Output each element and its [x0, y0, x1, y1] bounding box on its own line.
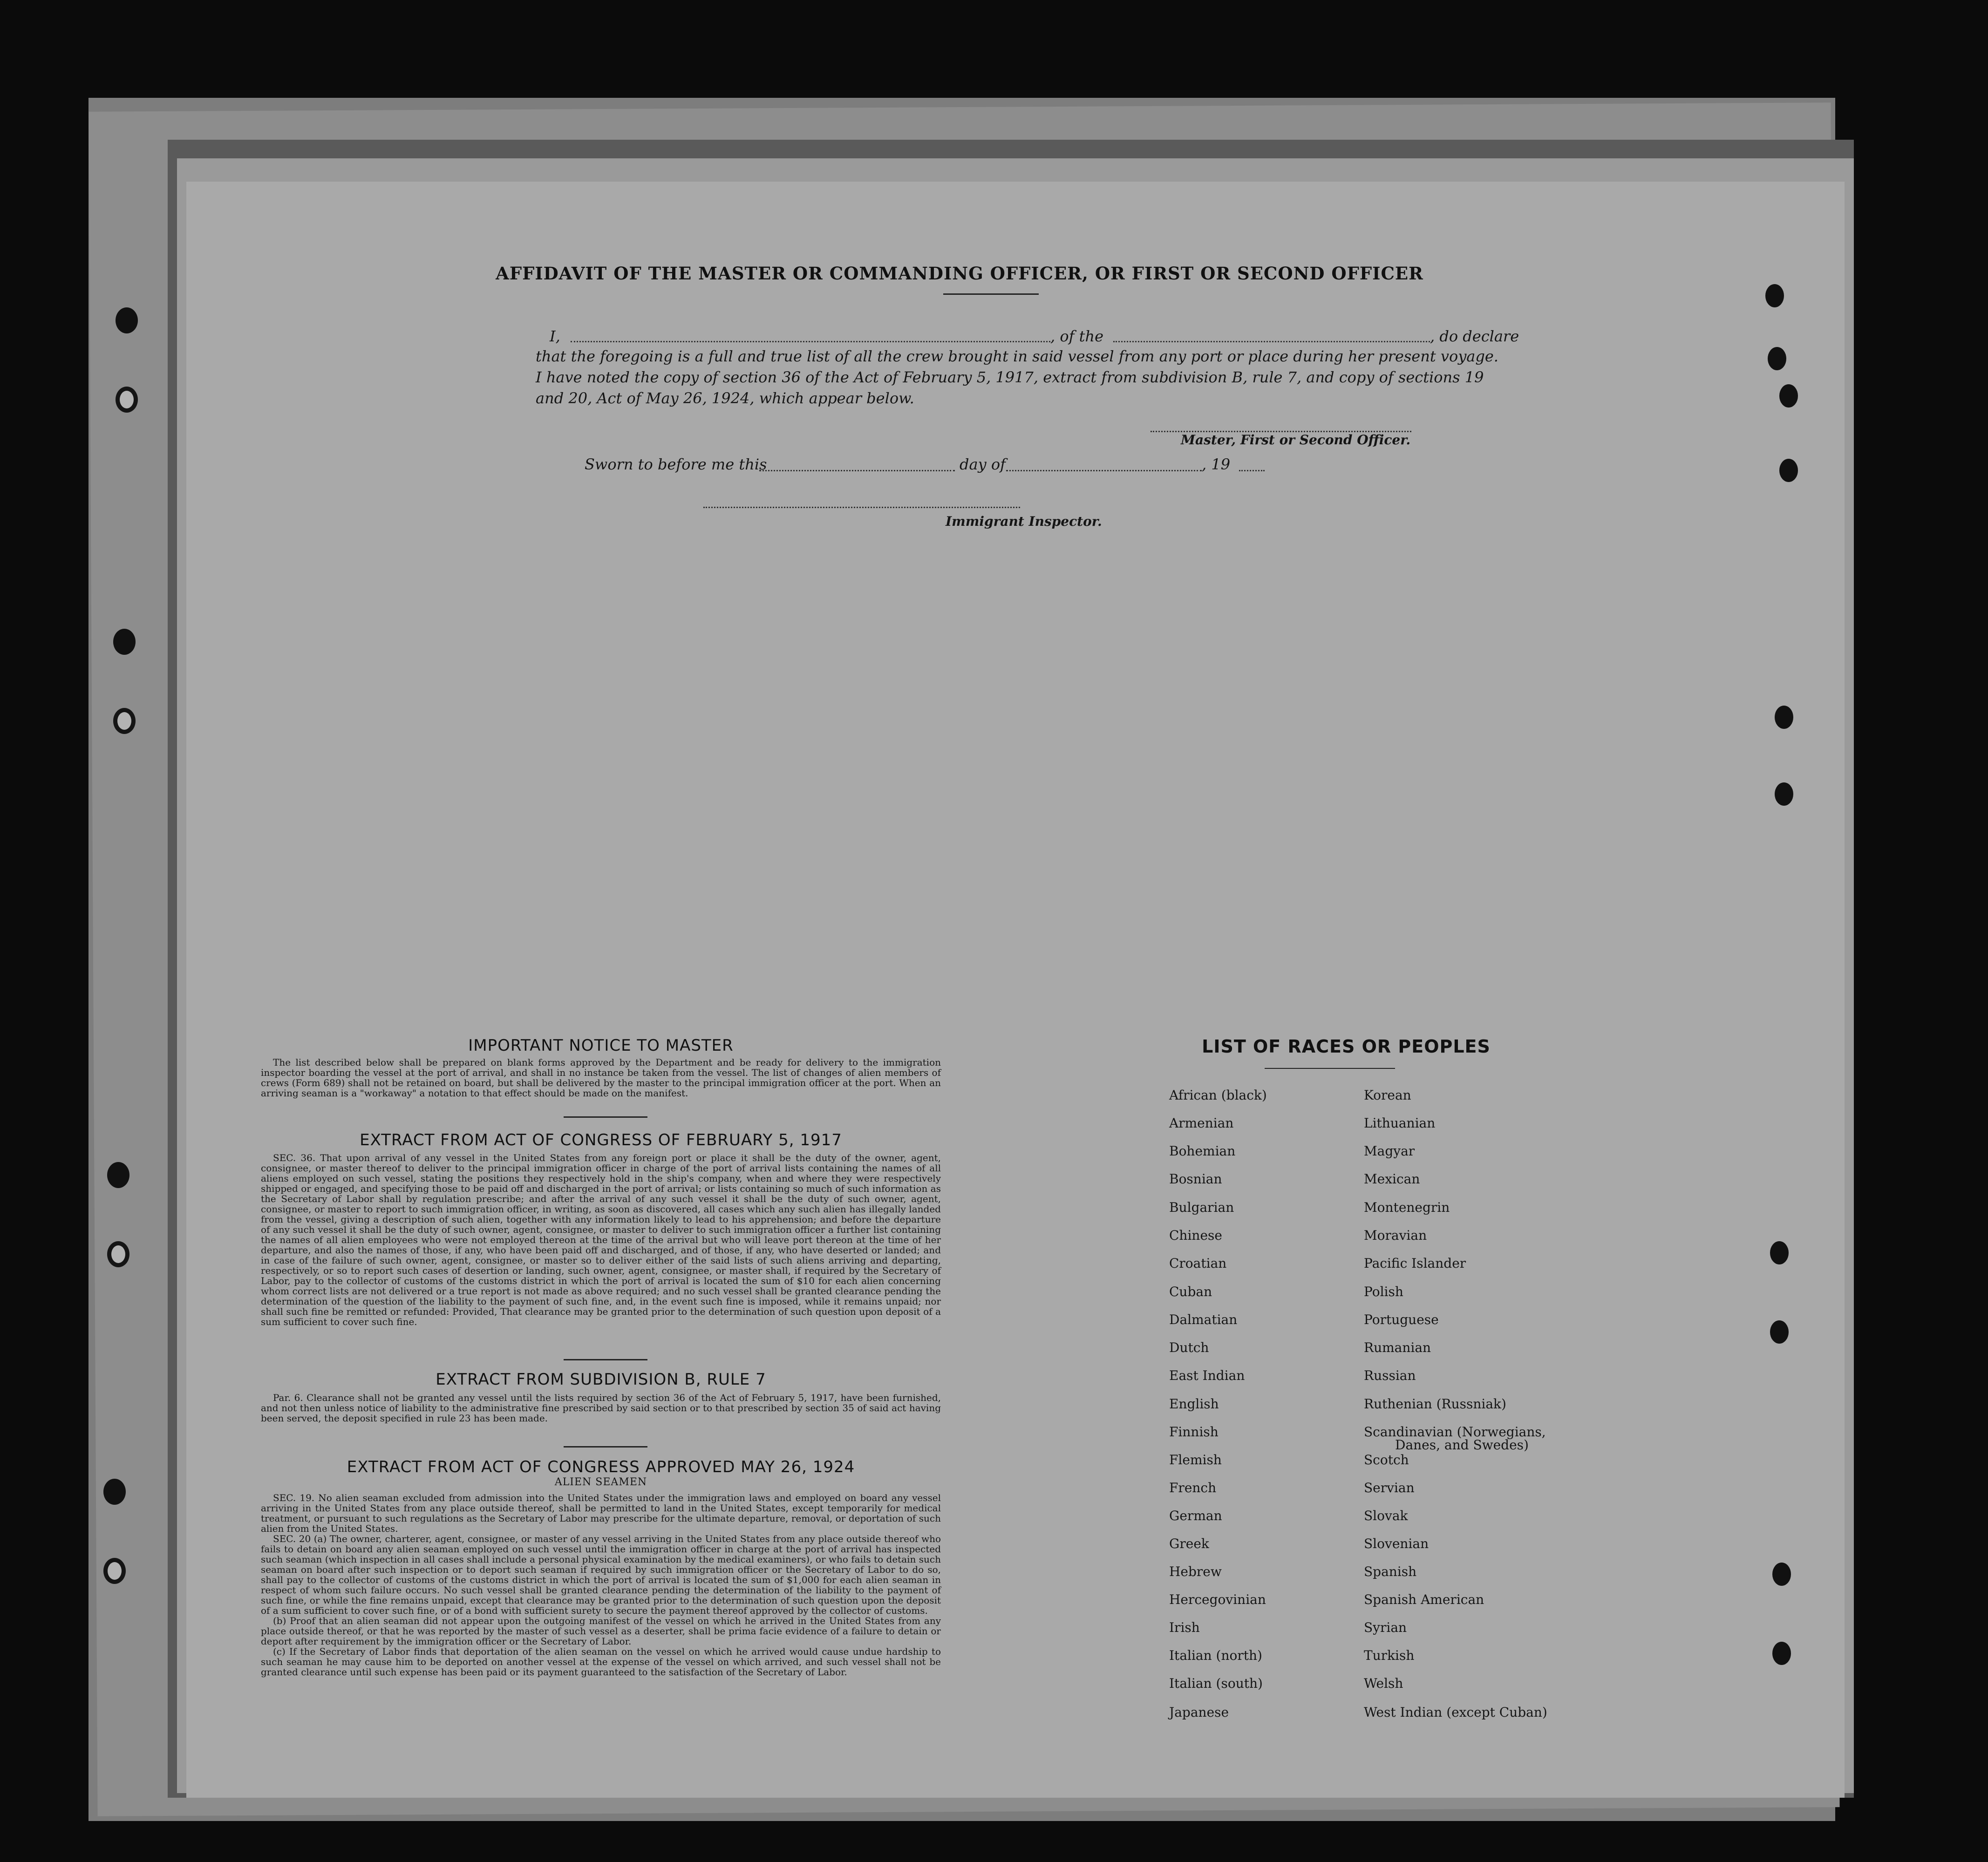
race-item: Rumanian — [1364, 1340, 1431, 1355]
race-item: Scandinavian (Norwegians, — [1364, 1424, 1546, 1440]
race-item: Scotch — [1364, 1452, 1409, 1468]
race-item: Croatian — [1169, 1256, 1227, 1271]
race-item: Hebrew — [1169, 1564, 1222, 1579]
punch-hole — [1772, 1563, 1791, 1586]
race-item: Slovak — [1364, 1508, 1408, 1523]
sworn-month-blank[interactable] — [1006, 470, 1202, 471]
race-item: Chinese — [1169, 1228, 1222, 1243]
race-item: Irish — [1169, 1620, 1200, 1635]
punch-hole — [113, 629, 136, 655]
punch-hole — [116, 387, 138, 413]
race-item: Turkish — [1364, 1648, 1415, 1663]
race-item: French — [1169, 1480, 1217, 1495]
race-item: Finnish — [1169, 1424, 1219, 1440]
affidavit-line-3: I have noted the copy of section 36 of the Act of February 5, 1917, extract from subdivision B, rule 7, and copy of sections 19 — [536, 368, 1484, 386]
sworn-day-blank[interactable] — [759, 470, 955, 471]
punch-hole — [103, 1479, 126, 1505]
race-item: Mexican — [1364, 1171, 1420, 1187]
rule7-paragraph: Par. 6. Clearance shall not be granted any vessel until the lists required by section 36 of the Act of February 5, 1917, have been furnished, and not then unless notice of liability to the administrative fine prescribed by said section or to that prescribed by section 35 of said act having been served, the deposit specified in rule 23 has been made. — [261, 1392, 941, 1424]
punch-hole — [1770, 1241, 1789, 1264]
punch-hole — [1768, 347, 1786, 370]
sec20c-paragraph: (c) If the Secretary of Labor finds that deportation of the alien seaman on the vessel on which he arrived would cause undue hardship to such seaman he may cause him to be deported on another vessel at the expense of the vessel on which arrived, and such vessel shall not be granted clearance until such expense has been paid or its payment guaranteed to the satisfaction of the Secretary of Labor. — [261, 1646, 941, 1678]
vessel-blank[interactable] — [1113, 341, 1430, 342]
extract-1924-heading: EXTRACT FROM ACT OF CONGRESS APPROVED MAY 26, 1924 — [347, 1458, 855, 1476]
race-item: Hercegovinian — [1169, 1592, 1266, 1607]
rule7-text — [261, 1393, 941, 1423]
race-item: African (black) — [1169, 1087, 1267, 1103]
punch-hole — [1775, 782, 1793, 806]
affidavit-line-2: that the foregoing is a full and true list of all the crew brought in said vessel from any port or place during her present voyage. — [536, 347, 1498, 365]
race-item: Bulgarian — [1169, 1200, 1234, 1215]
extract-1917-paragraph: SEC. 36. That upon arrival of any vessel in the United States from any foreign port or place it shall be the duty of the owner, agent, consignee, or master thereof to deliver to the principal immigration officer in charge of the port of arrival lists containing the names of all aliens employed on such vessel, stating the positions they respectively hold in the ship's company, when and where they were respectively shipped or engaged, and specifying those to be paid off and discharged in the port of arrival; or lists containing so much of such information as the Secretary of Labor shall by regulation prescribe; and after the arrival of any such vessel it shall be the duty of such owner, agent, consignee, or master to report to such immigration officer, in writing, as soon as discovered, all cases which any such alien has illegally landed from the vessel, giving a description of such alien, together with any information likely to lead to his apprehension; and before the departure of any such vessel it shall be the duty of such owner, agent, consignee, or master to deliver to such immigration officer a further list containing the names of all alien employees who were not employed thereon at the time of the arrival but who will leave port thereon at the time of her departure, and also the names of those, if any, who have been paid off and discharged, and of those, if any, who have deserted or landed; and in case of the failure of such owner, agent, consignee, or master so to deliver either of the said lists of such aliens arriving and departing, respectively, or so to report such cases of desertion or landing, such owner, agent, consignee, or master shall, if required by the Secretary of Labor, pay to the collector of customs of the customs district in which the port of arrival is located the sum of $10 for each alien concerning whom correct lists are not delivered or a true report is not made as above required; and no such vessel shall be granted clearance pending the determination of the question of the liability to the payment of such fine, and, in the event such fine is imposed, while it remains unpaid; nor shall such fine be remitted or refunded: Provided, That clearance may be granted prior to the determination of such question upon deposit of a sum sufficient to cover such fine. — [261, 1152, 941, 1327]
race-item: West Indian (except Cuban) — [1364, 1705, 1547, 1720]
race-item: Lithuanian — [1364, 1115, 1436, 1131]
section-rule — [564, 1446, 647, 1447]
sworn-text: Sworn to before me this — [585, 455, 767, 473]
race-item: Italian (north) — [1169, 1648, 1262, 1663]
race-item: Slovenian — [1364, 1536, 1429, 1551]
affidavit-title: AFFIDAVIT OF THE MASTER OR COMMANDING OFFICER, OR FIRST OR SECOND OFFICER — [496, 263, 1423, 284]
inspector-signature-blank[interactable] — [703, 507, 1020, 508]
races-heading: LIST OF RACES OR PEOPLES — [1202, 1036, 1491, 1057]
race-item: Spanish — [1364, 1564, 1417, 1579]
section-rule — [564, 1359, 647, 1360]
affidavit-i: I, — [550, 327, 560, 345]
race-item: German — [1169, 1508, 1222, 1523]
race-item: Bosnian — [1169, 1171, 1222, 1187]
name-blank[interactable] — [571, 341, 1050, 342]
punch-hole — [1779, 384, 1798, 408]
punch-hole — [1775, 706, 1793, 729]
race-item: Korean — [1364, 1087, 1411, 1103]
punch-hole — [107, 1162, 129, 1188]
race-item: Japanese — [1169, 1705, 1229, 1720]
race-item: Welsh — [1364, 1676, 1403, 1691]
sec19-paragraph: SEC. 19. No alien seaman excluded from admission into the United States under the immigration laws and employed on board any vessel arriving in the United States from any place outside thereof, shall be permitted to land in the United States, except temporarily for medical treatment, or pursuant to such regulations as the Secretary of Labor may prescribe for the ultimate departure, removal, or deportation of such alien from the United States. — [261, 1492, 941, 1534]
sec20a-paragraph: SEC. 20 (a) The owner, charterer, agent, consignee, or master of any vessel arriving in the United States from any place outside thereof who fails to detain on board any alien seaman employed on such vessel until the immigration officer in charge at the port of arrival has inspected such seaman (which inspection in all cases shall include a personal physical examination by the medical examiners), or who fails to detain such seaman on board after such inspection or to deport such seaman if required by such immigration officer or the Secretary of Labor to do so, shall pay to the collector of customs of the customs district in which the port of arrival is located the sum of $1,000 for each alien seaman in respect of whom such failure occurs. No such vessel shall be granted clearance pending the determination of the liability to the payment of such fine, or while the fine remains unpaid, except that clearance may be granted prior to the determination of such question upon the deposit of a sum sufficient to cover such fine, or of a bond with sufficient surety to secure the payment thereof approved by the collector of customs. — [261, 1533, 941, 1616]
race-item: East Indian — [1169, 1368, 1245, 1383]
race-item: Servian — [1364, 1480, 1415, 1495]
extract-1917-text — [261, 1153, 941, 1327]
race-item: English — [1169, 1396, 1219, 1412]
year-prefix: , 19 — [1202, 455, 1231, 473]
race-item: Montenegrin — [1364, 1200, 1450, 1215]
race-item: Moravian — [1364, 1228, 1427, 1243]
section-rule — [564, 1116, 647, 1118]
extract-1917-heading: EXTRACT FROM ACT OF CONGRESS OF FEBRUARY 5, 1917 — [360, 1131, 842, 1149]
title-rule — [943, 293, 1039, 295]
punch-hole — [103, 1558, 126, 1584]
year-blank[interactable] — [1239, 470, 1265, 471]
race-item: Pacific Islander — [1364, 1256, 1466, 1271]
race-item: Flemish — [1169, 1452, 1222, 1468]
affidavit-line-4: and 20, Act of May 26, 1924, which appear below. — [536, 389, 914, 407]
race-item: Polish — [1364, 1284, 1403, 1299]
extract-1924-text — [261, 1493, 941, 1677]
inspector-label: Immigrant Inspector. — [946, 514, 1102, 529]
race-item: Dalmatian — [1169, 1312, 1238, 1327]
master-signature-label: Master, First or Second Officer. — [1181, 432, 1411, 448]
race-item: Greek — [1169, 1536, 1209, 1551]
race-item: Russian — [1364, 1368, 1416, 1383]
affidavit-declare: , do declare — [1430, 327, 1519, 345]
race-item: Cuban — [1169, 1284, 1212, 1299]
race-item: Armenian — [1169, 1115, 1234, 1131]
races-rule — [1265, 1068, 1395, 1069]
notice-text — [261, 1057, 941, 1098]
day-of-text: day of — [960, 455, 1006, 473]
race-item: Syrian — [1364, 1620, 1407, 1635]
race-item: Danes, and Swedes) — [1395, 1437, 1529, 1453]
race-item: Dutch — [1169, 1340, 1209, 1355]
race-item: Italian (south) — [1169, 1676, 1263, 1691]
affidavit-of-the: , of the — [1050, 327, 1104, 345]
alien-seamen-subheading: ALIEN SEAMEN — [554, 1476, 647, 1488]
race-item: Ruthenian (Russniak) — [1364, 1396, 1506, 1412]
punch-hole — [113, 708, 136, 734]
rule7-heading: EXTRACT FROM SUBDIVISION B, RULE 7 — [436, 1370, 766, 1389]
punch-hole — [1765, 284, 1784, 307]
race-item: Portuguese — [1364, 1312, 1439, 1327]
race-item: Bohemian — [1169, 1143, 1236, 1159]
punch-hole — [107, 1241, 129, 1267]
notice-paragraph: The list described below shall be prepared on blank forms approved by the Department and be ready for delivery to the immigration inspector boarding the vessel at the port of arrival, and shall in no instance be taken from the vessel. The list of changes of alien members of crews (Form 689) shall not be retained on board, but shall be delivered by the master to the principal immigration officer at the port. When an arriving seaman is a "workaway" a notation to that effect should be made on the manifest. — [261, 1057, 941, 1099]
sec20b-paragraph: (b) Proof that an alien seaman did not appear upon the outgoing manifest of the vessel on which he arrived in the United States from any place outside thereof, or that he was reported by the master of such vessel as a deserter, shall be prima facie evidence of a failure to detain or deport after requirement by the immigration officer or the Secretary of Labor. — [261, 1615, 941, 1647]
race-item: Spanish American — [1364, 1592, 1484, 1607]
notice-heading: IMPORTANT NOTICE TO MASTER — [468, 1036, 734, 1055]
punch-hole — [116, 307, 138, 333]
punch-hole — [1779, 459, 1798, 482]
punch-hole — [1772, 1642, 1791, 1665]
race-item: Magyar — [1364, 1143, 1415, 1159]
punch-hole — [1770, 1320, 1789, 1344]
